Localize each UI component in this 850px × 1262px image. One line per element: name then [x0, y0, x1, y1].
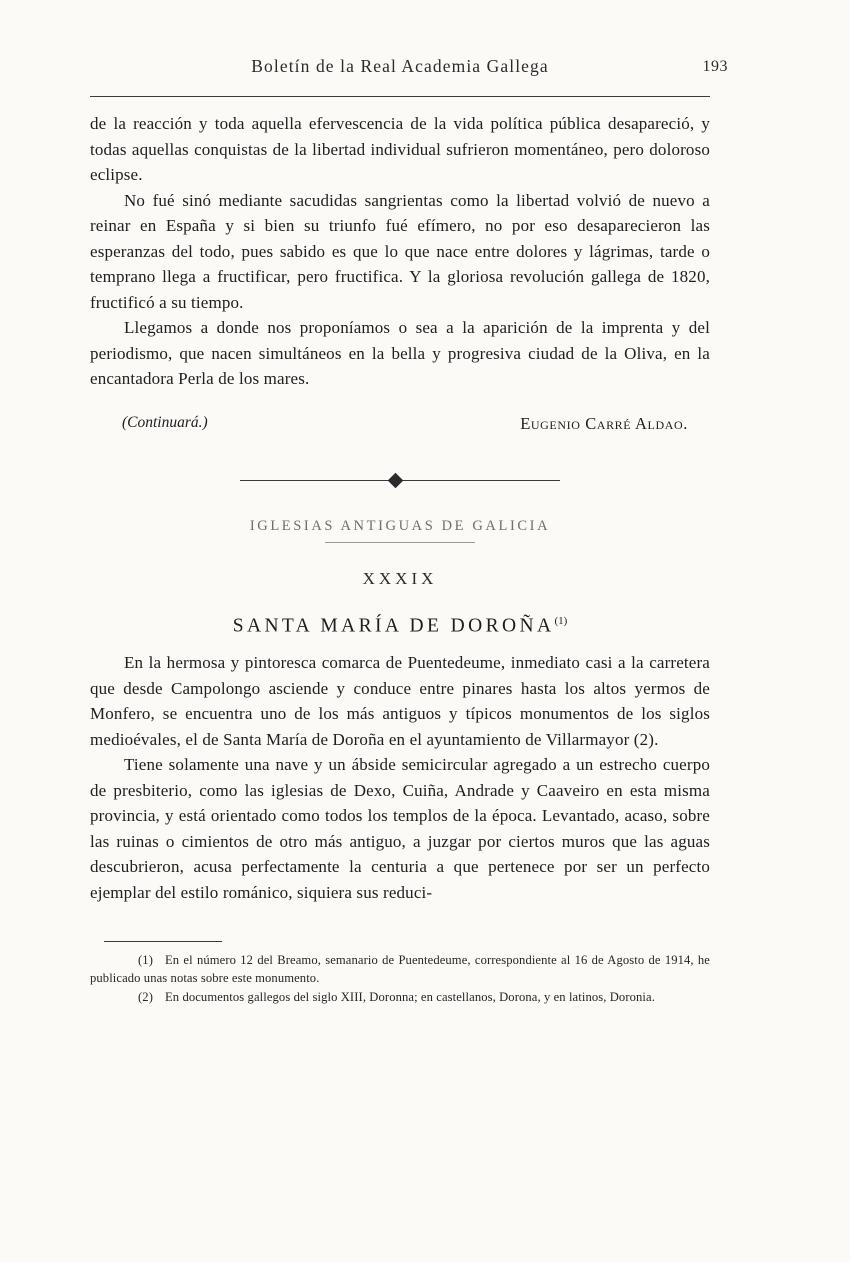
series-heading: IGLESIAS ANTIGUAS DE GALICIA [249, 517, 551, 534]
paragraph: En la hermosa y pintoresca comarca de Puentedeume, inmediato casi a la carretera que desde Campolongo asciende y conduce entre pinares hasta los altos yermos de Monfero, se encuentra uno de los más antiguos y típicos monumentos de los siglos medioévales, el de Santa María de Doroña en el ayuntamiento de Villarmayor (2). [90, 653, 710, 749]
article-title-text: SANTA MARÍA DE DOROÑA [232, 615, 555, 636]
series-heading-rule [325, 542, 475, 543]
footnote [90, 952, 710, 987]
footnote [90, 989, 710, 1007]
footnote-text: En documentos gallegos del siglo XIII, Doronna; en castellanos, Dorona, y en latinos, Doronia. [165, 990, 655, 1005]
article-title-footnote-marker: (1) [554, 614, 568, 627]
author-signature: Eugenio Carré Aldao. [520, 413, 688, 433]
footnote-marker: (2) [138, 990, 153, 1005]
section-roman-number: XXXIX [362, 568, 438, 588]
paragraph-continued: de la reacción y toda aquella efervescencia de la vida política pública desapareció, y todas aquellas conquistas de la libertad individual sufrieron momentáneo, pero doloroso eclipse. [90, 114, 710, 184]
header-rule [90, 96, 710, 97]
section-divider-ornament [90, 466, 710, 496]
page-content [90, 56, 728, 1009]
footnote-separator-rule [104, 941, 222, 942]
footnote-text: En el número 12 del Breamo, semanario de Puentedeume, correspondiente al 16 de Agosto de 1914, he publicado unas notas sobre este monumento. [90, 953, 710, 985]
paragraph: Tiene solamente una nave y un ábside semicircular agregado a un estrecho cuerpo de presbiterio, como las iglesias de Dexo, Cuiña, Andrade y Caaveiro en esta misma provincia, y está orientado como todos los templos de la época. Levantado, acaso, sobre las ruinas o cimientos de otro más antiguo, a juzgar por ciertos muros que las aguas descubrieron, acusa perfectamente la centuria a que pertenece por ser un perfecto ejemplar del estilo románico, siquiera sus reduci- [90, 755, 710, 902]
divider-diamond-icon [388, 472, 404, 488]
footnote-marker: (1) [138, 953, 153, 968]
article-title [90, 615, 710, 638]
paragraph: Llegamos a donde nos proponíamos o sea a la aparición de la imprenta y del periodismo, que nacen simultáneos en la bella y progresiva ciudad de la Oliva, en la encantadora Perla de los mares. [90, 318, 710, 388]
paragraph: No fué sinó mediante sacudidas sangrientas como la libertad volvió de nuevo a reinar en España y si bien su triunfo fué efímero, no por eso desaparecieron las esperanzas del todo, pues sabido es que lo que nace entre dolores y lágrimas, tarde o temprano llega a fructificar, pero fructifica. Y la gloriosa revolución gallega de 1820, fructificó a su tiempo. [90, 190, 710, 312]
running-head [90, 56, 728, 90]
running-title: Boletín de la Real Academia Gallega [251, 56, 549, 76]
continuation-note: (Continuará.) [122, 413, 208, 431]
page-folio-number: 193 [702, 58, 728, 75]
